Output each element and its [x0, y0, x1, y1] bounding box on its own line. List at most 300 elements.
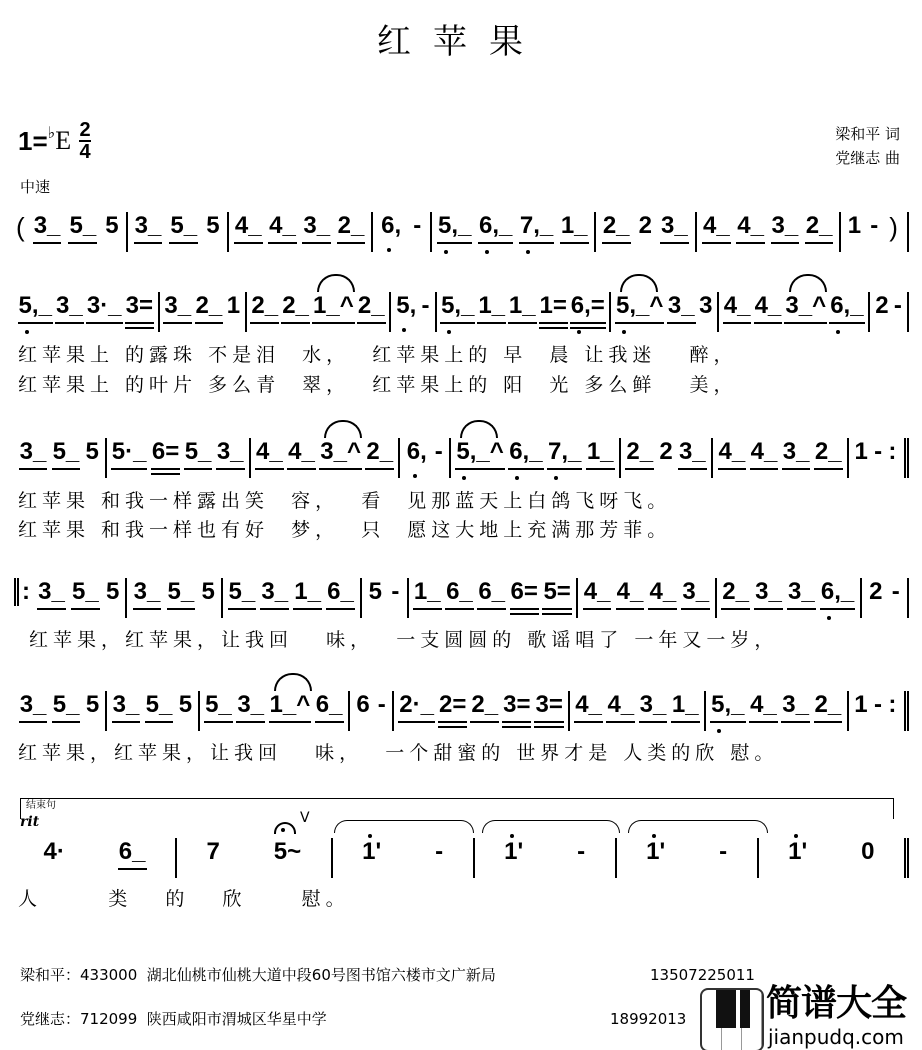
measure: [177, 838, 333, 878]
dash: [378, 691, 386, 731]
note: [112, 438, 147, 478]
note: [86, 691, 99, 731]
note-value: 3_: [639, 691, 667, 718]
note-value: 6_: [446, 578, 473, 605]
note-value: 4_: [649, 578, 677, 605]
note: [875, 292, 888, 332]
note: [87, 292, 122, 332]
note-value: 3=: [503, 691, 531, 718]
note: [540, 292, 567, 332]
note-value: 3_: [134, 212, 162, 239]
note-value: 6=: [510, 578, 538, 605]
note: [227, 292, 240, 332]
note: [755, 578, 782, 618]
note-value: 6,=: [570, 292, 605, 319]
tie-arc: [482, 820, 620, 833]
note: [170, 212, 197, 252]
note-value: 5,_: [441, 292, 475, 319]
note-value: 3_: [782, 438, 810, 465]
note: [205, 691, 232, 731]
note: [43, 838, 64, 878]
note-value: 1: [847, 212, 862, 239]
note: [659, 438, 672, 478]
lyric-ending: 人 类 的 欣 慰。: [18, 888, 350, 910]
note: [396, 292, 416, 332]
note-value: 1': [362, 838, 382, 865]
note-value: 4·: [43, 838, 65, 865]
lyric-row2-verse1: 红苹果 和我一样露出笑 容， 看 见那蓝天上白鸽飞呀飞。: [18, 490, 672, 512]
note-value: 5: [206, 212, 220, 239]
note-value: 3_: [216, 438, 244, 465]
note: [366, 438, 393, 478]
note-value: 5_: [72, 578, 99, 605]
note-value: 2: [659, 438, 673, 465]
note-value: 6_: [327, 578, 354, 605]
note: [649, 578, 676, 618]
note: [854, 438, 867, 478]
dash: [422, 292, 430, 332]
note-value: 4_: [718, 438, 746, 465]
note: [751, 438, 778, 478]
note: [785, 292, 826, 332]
note: [699, 292, 712, 332]
measure: [14, 292, 160, 332]
tie-arc: [334, 820, 474, 833]
note: [511, 578, 538, 618]
note-value: 2_: [251, 292, 279, 319]
measure: [128, 212, 229, 252]
note: [56, 292, 83, 332]
measure: [400, 438, 451, 478]
measure: [706, 691, 849, 731]
note: [196, 292, 223, 332]
note-value: 2_: [626, 438, 654, 465]
note-value: 3_: [38, 578, 65, 605]
note: [719, 438, 746, 478]
note-value: 4_: [723, 292, 751, 319]
note-value: 6,: [406, 438, 427, 465]
note-value: 4_: [288, 438, 315, 465]
note: [316, 691, 343, 731]
piano-icon: [700, 988, 764, 1050]
note-value: 4_: [750, 438, 778, 465]
logo-text: 简谱大全: [766, 983, 907, 1024]
note-value: 5_: [69, 212, 97, 239]
flat-sign: ♭: [47, 125, 56, 142]
note-value: 6_: [478, 578, 506, 605]
note: [179, 691, 192, 731]
note-value: 2_: [722, 578, 749, 605]
note-value: 4_: [269, 212, 296, 239]
note-value: 1': [788, 838, 808, 865]
note: [185, 438, 212, 478]
note-value: 5,_: [711, 691, 745, 718]
time-signature: [79, 120, 91, 162]
note-value: 4_: [616, 578, 644, 605]
note: [251, 292, 278, 332]
key-one: 1=: [18, 125, 48, 156]
note: [682, 578, 709, 618]
note-value: 5: [85, 438, 99, 465]
note-value: 4_: [607, 691, 635, 718]
dash: [874, 691, 882, 731]
end-repeat-sign: :: [888, 438, 897, 465]
note-value: 5: [201, 578, 215, 605]
note: [815, 691, 842, 731]
note: [724, 292, 751, 332]
dash: [435, 838, 443, 878]
note-value: 4_: [575, 691, 602, 718]
note-value: 2_: [195, 292, 223, 319]
note: [772, 212, 799, 252]
measure: [14, 438, 107, 478]
measure: [849, 438, 909, 478]
note: [438, 212, 471, 252]
note-value: 5_: [145, 691, 173, 718]
note-value: 3_: [661, 212, 688, 239]
lyric-row1-verse1: 红苹果上 的露珠 不是泪 水， 红苹果上的 早 晨 让我迷 醉，: [18, 344, 738, 366]
note: [369, 578, 382, 618]
note-value: 2_: [814, 438, 842, 465]
tie-arc: [628, 820, 768, 833]
measure: [27, 212, 128, 252]
measure: [350, 691, 395, 731]
note-value: 5: [368, 578, 383, 605]
note: [679, 438, 706, 478]
note-value: 3_: [19, 438, 47, 465]
measure: [611, 292, 719, 332]
note: [617, 578, 644, 618]
note: [270, 691, 311, 731]
note: [830, 292, 863, 332]
note-value: 3·_: [86, 292, 122, 319]
note: [269, 212, 296, 252]
tie-arc: [317, 274, 355, 292]
measure: [107, 691, 200, 731]
note: [164, 292, 191, 332]
note: [479, 212, 512, 252]
note-value: 0: [861, 838, 875, 865]
measure: [578, 578, 717, 618]
note-value: 5_: [184, 438, 212, 465]
note-value: 2_: [471, 691, 499, 718]
note: [358, 292, 385, 332]
note-value: 3_: [788, 578, 815, 605]
note: [229, 578, 256, 618]
ending-label: 结束句: [26, 800, 56, 811]
note: [571, 292, 605, 332]
note-value: 1_: [508, 292, 536, 319]
note-value: 6,_: [478, 212, 513, 239]
key-signature: [18, 120, 91, 162]
note: [607, 691, 634, 731]
ending-bracket: [20, 798, 894, 819]
note: [72, 578, 99, 618]
note-value: 7,_: [548, 438, 582, 465]
note-value: 1_: [478, 292, 506, 319]
note-value: 2_: [337, 212, 365, 239]
dash: [892, 578, 900, 618]
note-value: 6,: [381, 212, 402, 239]
note-value: 2_: [282, 292, 309, 319]
note: [584, 578, 611, 618]
note-value: 3: [699, 292, 713, 319]
note: [783, 438, 810, 478]
notation-row-4: [14, 691, 909, 731]
measure: [251, 438, 401, 478]
measure: [596, 212, 697, 252]
dash: [577, 838, 585, 878]
note-value: 1': [646, 838, 666, 865]
measure: [223, 578, 362, 618]
note: [126, 292, 153, 332]
note-value: 2: [638, 212, 652, 239]
note-value: 5,_: [18, 292, 52, 319]
note: [113, 691, 140, 731]
note-value: 3_: [237, 691, 265, 718]
measure: [841, 212, 909, 252]
measure: [617, 838, 759, 878]
note: [815, 438, 842, 478]
measure: [719, 292, 870, 332]
note-value: -: [434, 438, 443, 465]
note: [237, 691, 264, 731]
note-value: 6: [356, 691, 370, 718]
measure: [437, 292, 612, 332]
note-value: 5: [178, 691, 193, 718]
note-value: 5_: [228, 578, 256, 605]
note-value: 5: [105, 212, 119, 239]
note-value: 3_: [112, 691, 140, 718]
close-parenthesis: ): [889, 212, 898, 242]
note-value: 3_: [261, 578, 289, 605]
note: [338, 212, 365, 252]
measure: [409, 578, 579, 618]
note: [19, 292, 52, 332]
note-value: 6_: [315, 691, 343, 718]
note: [38, 578, 65, 618]
notation-row-intro: [14, 212, 909, 252]
note: [737, 212, 764, 252]
note: [750, 691, 777, 731]
note: [788, 838, 807, 878]
note-value: -: [413, 212, 422, 239]
measure: [362, 578, 409, 618]
measure: [107, 438, 251, 478]
note: [722, 578, 749, 618]
measure: [127, 578, 222, 618]
measure: [717, 578, 862, 618]
dash: [894, 292, 902, 332]
note: [362, 838, 381, 878]
note-value: 5,_^: [456, 438, 504, 465]
note-value: -: [891, 578, 900, 605]
note: [616, 292, 663, 332]
note: [441, 292, 474, 332]
measure: [475, 838, 617, 878]
measure: [200, 691, 350, 731]
note: [20, 438, 47, 478]
note-value: 5,_^: [616, 292, 664, 319]
note-value: 3_: [771, 212, 799, 239]
notation-row-3: [14, 578, 909, 618]
note: [407, 438, 427, 478]
credits: [835, 122, 900, 170]
note-value: 1_: [586, 438, 614, 465]
note: [509, 292, 536, 332]
measure: [570, 691, 706, 731]
note: [703, 212, 730, 252]
note-value: 1_: [413, 578, 441, 605]
note-value: -: [873, 691, 882, 718]
measure: [713, 438, 849, 478]
fermata-dot: [281, 828, 285, 832]
note-value: 3_^: [320, 438, 361, 465]
key-note: E: [55, 126, 72, 155]
dash: [413, 212, 421, 252]
note: [399, 691, 434, 731]
note: [261, 578, 288, 618]
note-value: 5_: [167, 578, 195, 605]
note: [456, 438, 503, 478]
note: [788, 578, 815, 618]
note: [711, 691, 744, 731]
note: [134, 578, 161, 618]
note-value: 1_: [671, 691, 699, 718]
note: [478, 578, 505, 618]
note: [106, 578, 119, 618]
note-value: 1: [226, 292, 241, 319]
note-value: 1': [504, 838, 524, 865]
note-value: 4_: [737, 212, 764, 239]
note-value: 2_: [366, 438, 394, 465]
lyricist: 梁和平 词: [835, 125, 900, 143]
footer-contact-lyricist: 梁和平：433000 湖北仙桃市仙桃大道中段60号图书馆六楼市文广新局: [20, 966, 496, 984]
note: [235, 212, 262, 252]
note: [119, 838, 146, 878]
note-value: 5_: [52, 438, 80, 465]
lyric-row2-verse2: 红苹果 和我一样也有好 梦， 只 愿这大地上充满那芳菲。: [18, 519, 672, 541]
measure: [391, 292, 436, 332]
note: [356, 691, 369, 731]
note-value: 3_: [682, 578, 710, 605]
note-value: 6,_: [820, 578, 855, 605]
note: [201, 578, 214, 618]
note: [313, 292, 354, 332]
note-value: -: [874, 438, 883, 465]
note: [303, 212, 330, 252]
note: [861, 838, 874, 878]
note: [782, 691, 809, 731]
measure: [229, 212, 373, 252]
lyric-row3: 红苹果，红苹果，让我回 味， 一支圆圆的 歌谣唱了 一年又一岁，: [18, 629, 779, 651]
note-value: -: [421, 292, 430, 319]
note: [661, 212, 688, 252]
note: [603, 212, 630, 252]
note: [806, 212, 833, 252]
note-value: 4_: [750, 691, 777, 718]
note: [548, 438, 581, 478]
note: [206, 212, 219, 252]
note-value: 4_: [234, 212, 262, 239]
note: [256, 438, 283, 478]
note-value: 5=: [543, 578, 571, 605]
note: [504, 838, 523, 878]
note-value: 5~: [273, 838, 302, 865]
note: [288, 438, 315, 478]
fermata-icon: [274, 822, 296, 834]
note: [672, 691, 699, 731]
note-value: 1_: [294, 578, 321, 605]
note-value: 3_: [133, 578, 161, 605]
measure: [432, 212, 596, 252]
tie-arc: [620, 274, 658, 292]
note: [217, 438, 244, 478]
note-value: 3_^: [785, 292, 827, 319]
note-value: -: [435, 838, 444, 865]
note: [274, 838, 301, 878]
lyric-row4: 红苹果，红苹果，让我回 味， 一个甜蜜的 世界才是 人类的欣 慰。: [18, 742, 779, 764]
note-value: 3_: [164, 292, 192, 319]
note: [478, 292, 505, 332]
note-value: 2·_: [399, 691, 434, 718]
note-value: -: [377, 691, 386, 718]
open-parenthesis: (: [16, 212, 25, 242]
note-value: 1_: [560, 212, 588, 239]
tie-arc: [274, 673, 312, 691]
time-top: 2: [79, 119, 91, 141]
note-value: 4_: [255, 438, 283, 465]
note: [446, 578, 473, 618]
note-value: 2_: [602, 212, 630, 239]
note-value: -: [719, 838, 728, 865]
note-value: -: [391, 578, 400, 605]
note: [854, 691, 867, 731]
note-value: 4_: [583, 578, 611, 605]
note: [152, 438, 179, 478]
note: [755, 292, 782, 332]
dash: [435, 438, 443, 478]
note-value: 3_: [303, 212, 331, 239]
measure: [14, 691, 107, 731]
note: [282, 292, 309, 332]
measure: [247, 292, 391, 332]
note-value: -: [870, 212, 879, 239]
note-value: 7,_: [519, 212, 554, 239]
dash: [870, 212, 878, 252]
note: [168, 578, 195, 618]
footer-contact-composer: 党继志：712099 陕西咸阳市渭城区华星中学: [20, 1010, 327, 1028]
notation-row-2: [14, 438, 909, 478]
composer: 党继志 曲: [835, 149, 900, 167]
note-value: 2: [869, 578, 883, 605]
note: [646, 838, 665, 878]
note: [561, 212, 588, 252]
note: [146, 691, 173, 731]
dash: [874, 438, 882, 478]
note-value: 3=: [535, 691, 563, 718]
notation-row-1: [14, 292, 909, 332]
note-value: 1=: [539, 292, 567, 319]
note-value: 3_: [678, 438, 706, 465]
note: [640, 691, 667, 731]
time-bottom: 4: [79, 141, 91, 163]
tempo-marking: 中速: [20, 178, 51, 196]
tie-arc: [789, 274, 827, 292]
dash: [391, 578, 399, 618]
note: [34, 212, 61, 252]
note: [471, 691, 498, 731]
